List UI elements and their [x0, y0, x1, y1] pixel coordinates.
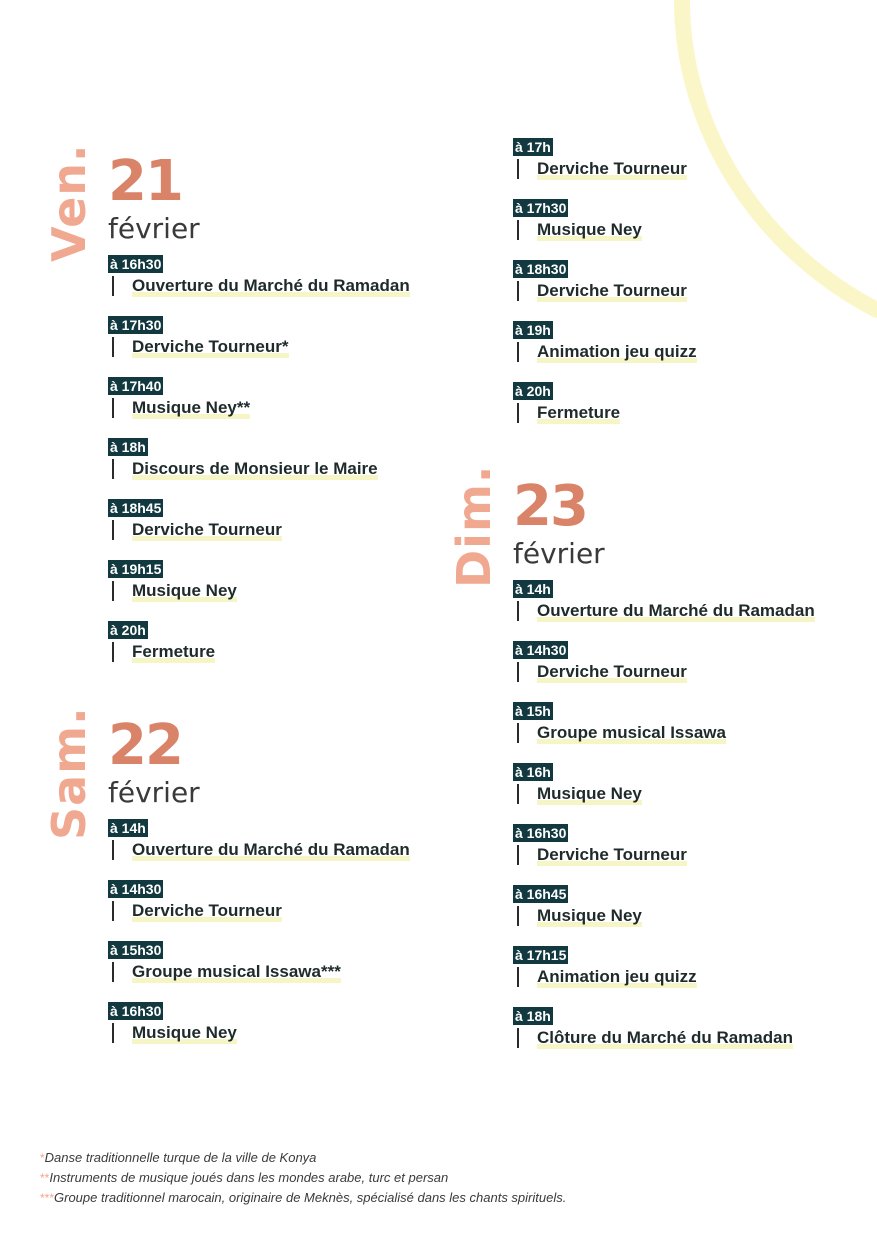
- event-bar: [517, 220, 519, 240]
- footnote: [40, 1188, 566, 1208]
- event-bar: [517, 403, 519, 423]
- event-title: Groupe musical Issawa: [537, 723, 726, 742]
- event-title: Animation jeu quizz: [537, 342, 697, 361]
- time-badge: à 16h45: [515, 886, 567, 902]
- event-title: Ouverture du Marché du Ramadan: [132, 840, 410, 859]
- event-bar: [517, 784, 519, 804]
- event-title: Fermeture: [537, 403, 621, 422]
- event-bar: [517, 723, 519, 743]
- event-bar: [112, 1023, 114, 1043]
- time-badge: à 19h15: [110, 561, 162, 577]
- day-number: 23: [513, 474, 587, 539]
- event-bar: [112, 337, 114, 357]
- event-title: Derviche Tourneur: [537, 845, 687, 864]
- time-badge: à 14h30: [515, 642, 567, 658]
- event-title: Musique Ney: [132, 581, 237, 600]
- time-badge: à 14h30: [110, 881, 162, 897]
- event-bar: [517, 1028, 519, 1048]
- footnotes: [40, 1148, 566, 1208]
- day-month: février: [108, 776, 200, 809]
- footnote: [40, 1168, 566, 1188]
- event-bar: [112, 520, 114, 540]
- event-title: Derviche Tourneur: [537, 281, 687, 300]
- day-name: Ven.: [42, 143, 96, 262]
- event-bar: [517, 906, 519, 926]
- time-badge: à 15h: [515, 703, 551, 719]
- event-title: Musique Ney: [132, 1023, 237, 1042]
- event-title: Discours de Monsieur le Maire: [132, 459, 378, 478]
- event-title: Musique Ney: [537, 220, 642, 239]
- event-title: Fermeture: [132, 642, 216, 661]
- event-title: Musique Ney: [537, 906, 642, 925]
- event-bar: [112, 962, 114, 982]
- footnote-mark: **: [40, 1171, 50, 1185]
- footnote-text: Danse traditionnelle turque de la ville de Konya: [44, 1150, 317, 1165]
- event-title: Derviche Tourneur: [537, 662, 687, 681]
- event-title: Derviche Tourneur: [132, 901, 282, 920]
- time-badge: à 17h40: [110, 378, 162, 394]
- event-bar: [517, 662, 519, 682]
- time-badge: à 18h: [110, 439, 146, 455]
- event-bar: [112, 840, 114, 860]
- event-bar: [112, 901, 114, 921]
- time-badge: à 16h30: [110, 1003, 162, 1019]
- day-number: 22: [108, 713, 182, 778]
- footnote-mark: *: [40, 1151, 45, 1165]
- day-name: Sam.: [42, 706, 96, 840]
- event-bar: [112, 581, 114, 601]
- footnote: [40, 1148, 566, 1168]
- event-bar: [517, 281, 519, 301]
- event-title: Derviche Tourneur: [132, 520, 282, 539]
- event-title: Musique Ney: [537, 784, 642, 803]
- event-bar: [112, 276, 114, 296]
- day-month: février: [513, 537, 605, 570]
- time-badge: à 20h: [515, 383, 551, 399]
- footnote-text: Groupe traditionnel marocain, originaire de Meknès, spécialisé dans les chants spirituels.: [54, 1190, 567, 1205]
- time-badge: à 19h: [515, 322, 551, 338]
- time-badge: à 20h: [110, 622, 146, 638]
- time-badge: à 17h30: [515, 200, 567, 216]
- time-badge: à 16h30: [515, 825, 567, 841]
- event-bar: [112, 459, 114, 479]
- time-badge: à 17h: [515, 139, 551, 155]
- footnote-text: Instruments de musique joués dans les mondes arabe, turc et persan: [49, 1170, 449, 1185]
- time-badge: à 18h30: [515, 261, 567, 277]
- time-badge: à 17h30: [110, 317, 162, 333]
- event-bar: [112, 398, 114, 418]
- time-badge: à 16h30: [110, 256, 162, 272]
- event-bar: [517, 342, 519, 362]
- event-title: Musique Ney**: [132, 398, 251, 417]
- day-number: 21: [108, 149, 182, 214]
- time-badge: à 14h: [515, 581, 551, 597]
- event-bar: [517, 967, 519, 987]
- time-badge: à 18h45: [110, 500, 162, 516]
- time-badge: à 18h: [515, 1008, 551, 1024]
- event-title: Animation jeu quizz: [537, 967, 697, 986]
- event-bar: [517, 601, 519, 621]
- event-title: Ouverture du Marché du Ramadan: [132, 276, 410, 295]
- event-bar: [112, 642, 114, 662]
- time-badge: à 14h: [110, 820, 146, 836]
- event-title: Ouverture du Marché du Ramadan: [537, 601, 815, 620]
- day-month: février: [108, 212, 200, 245]
- event-title: Groupe musical Issawa***: [132, 962, 341, 981]
- time-badge: à 16h: [515, 764, 551, 780]
- time-badge: à 15h30: [110, 942, 162, 958]
- day-name: Dim.: [447, 464, 501, 588]
- event-title: Derviche Tourneur: [537, 159, 687, 178]
- event-title: Derviche Tourneur*: [132, 337, 289, 356]
- event-bar: [517, 159, 519, 179]
- event-bar: [517, 845, 519, 865]
- time-badge: à 17h15: [515, 947, 567, 963]
- footnote-mark: ***: [40, 1191, 55, 1205]
- event-title: Clôture du Marché du Ramadan: [537, 1028, 793, 1047]
